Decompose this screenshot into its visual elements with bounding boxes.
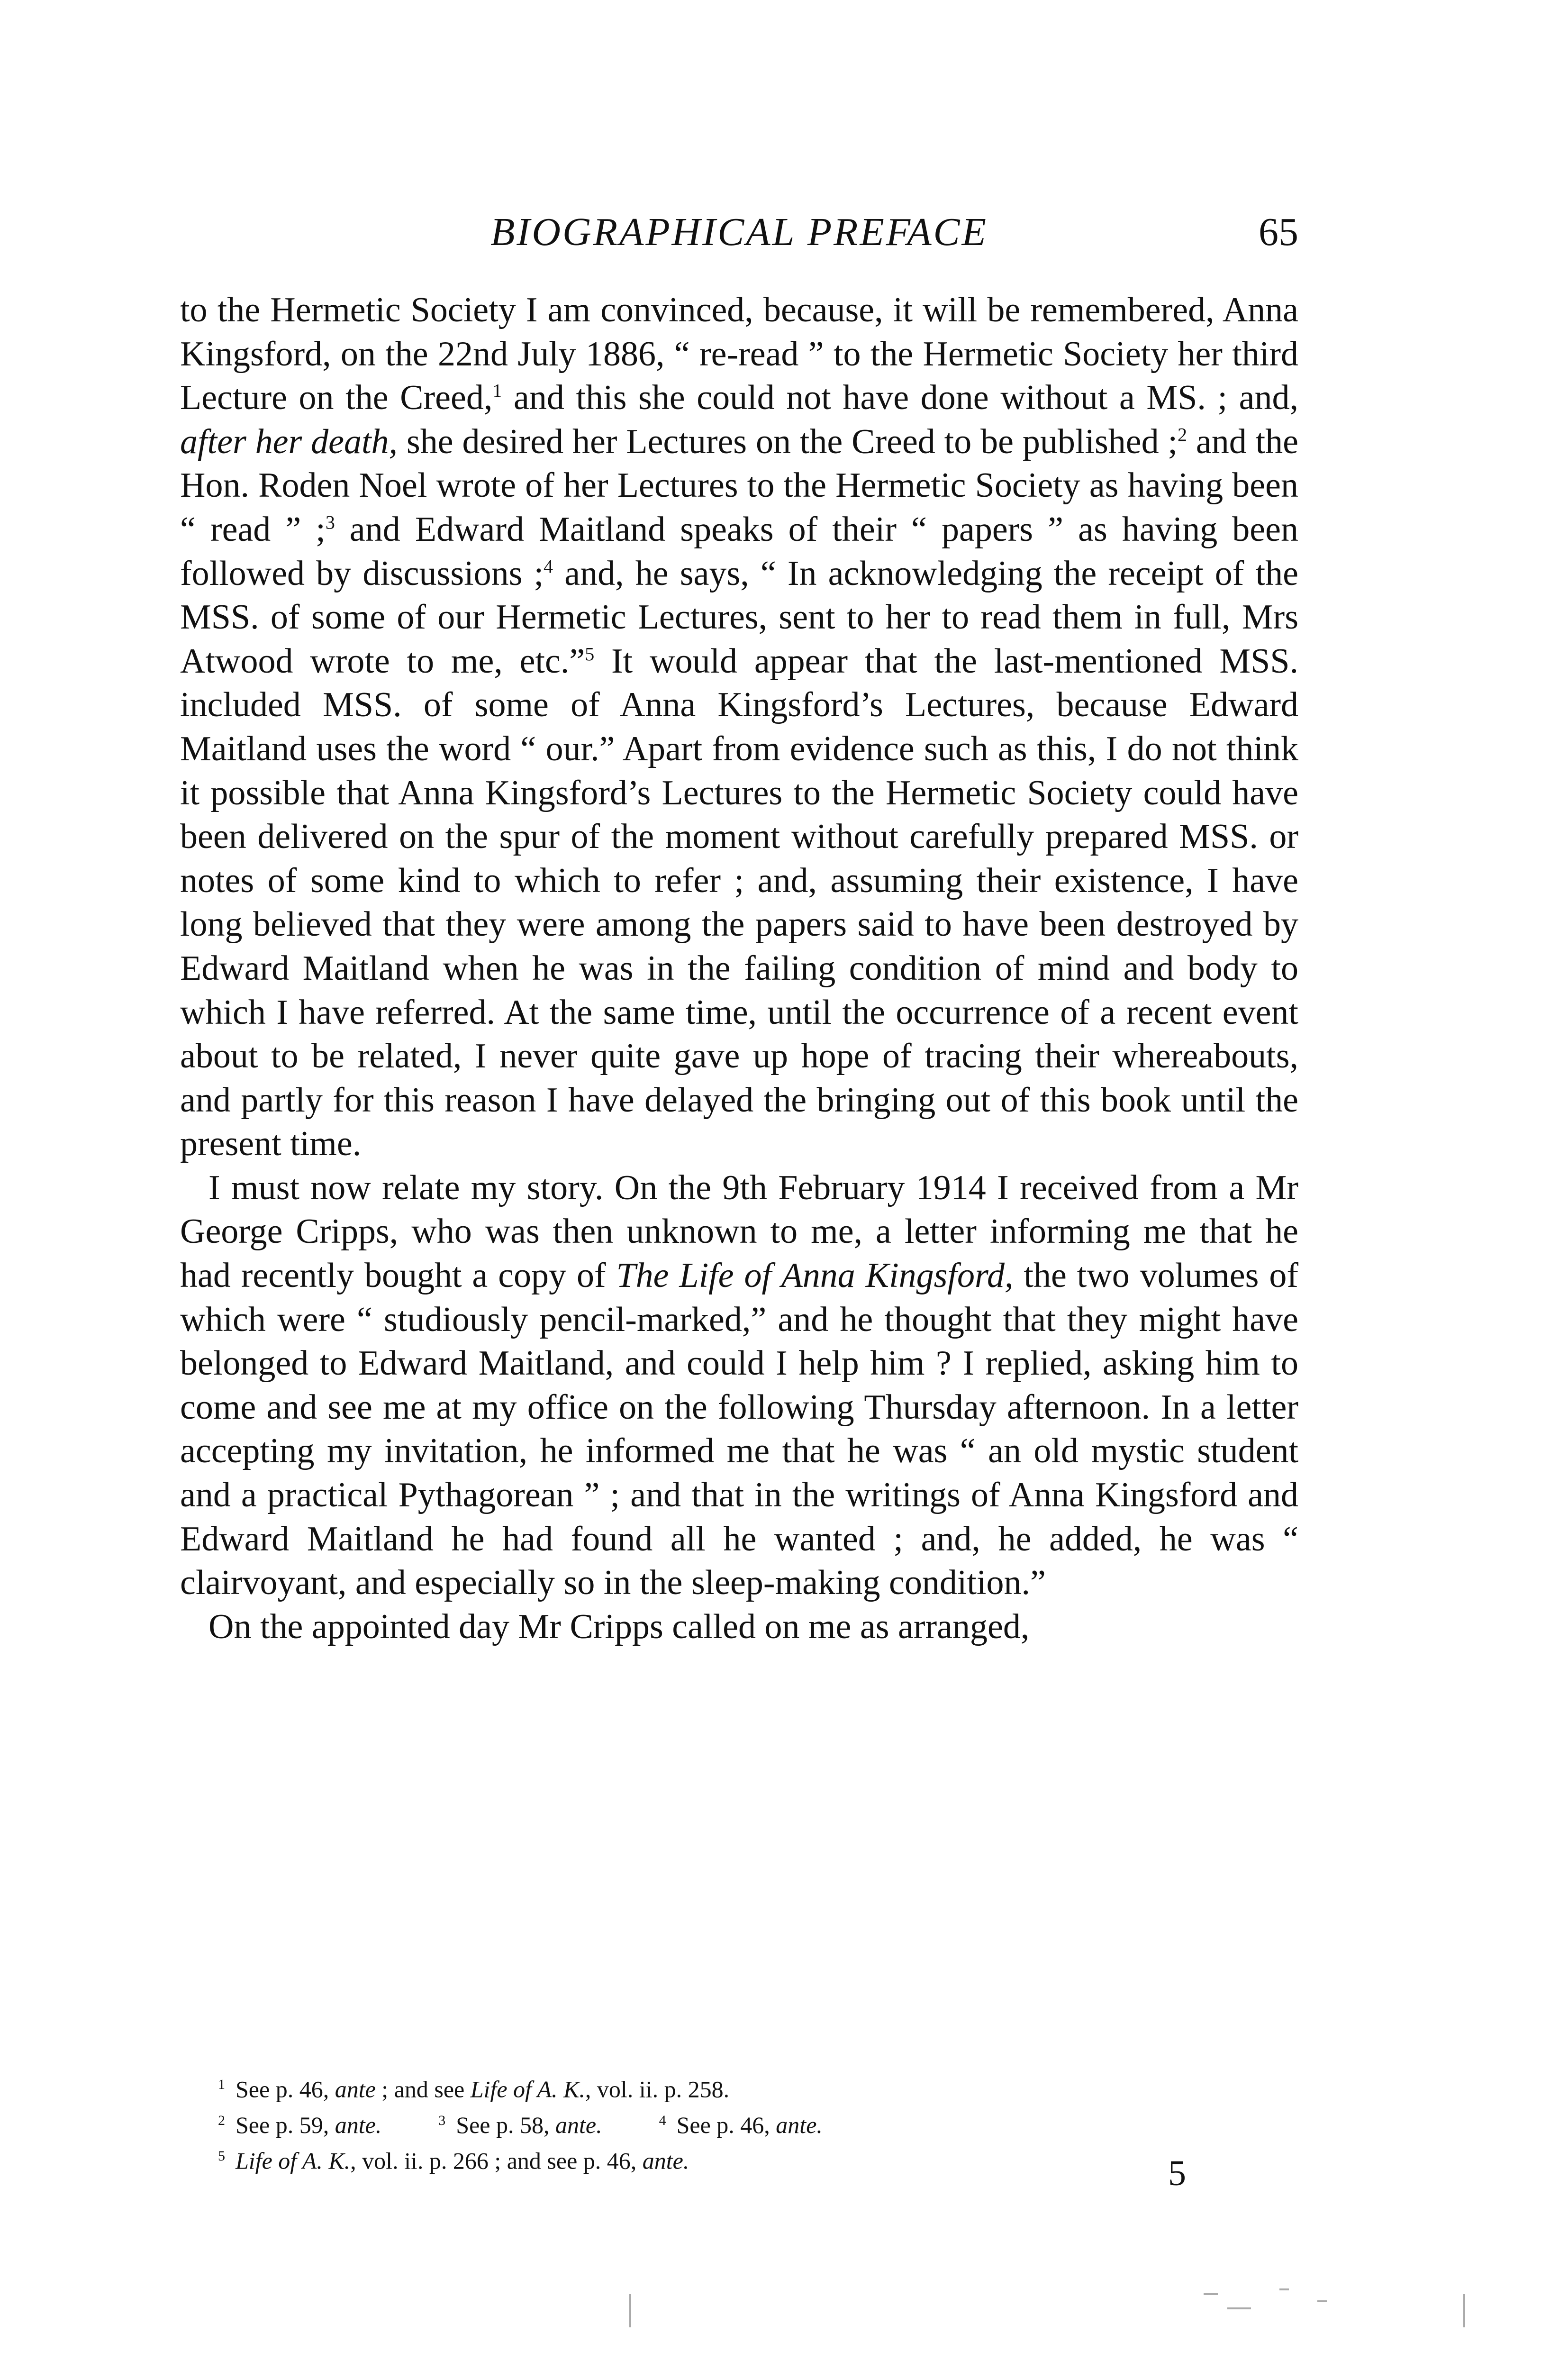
running-title: BIOGRAPHICAL PREFACE [490, 210, 988, 254]
paragraph-2: I must now relate my story. On the 9th February 1914 I received from a Mr George Cripps, who was then unknown to me, a letter informing me that he had recently bought a copy of The Life of Anna Kingsford, the two volumes of which were “ studiously pencil-marked,” and he thought that they might have belonged to Edward Maitland, and could I help him ? I replied, asking him to come and see me at my office on the following Thursday afternoon. In a letter accepting my invitation, he informed me that he was “ an old mystic student and a practical Pythagorean ” ; and that in the writings of Anna Kingsford and Edward Maitland he had found all he wanted ; and, he added, he was “ clairvoyant, and especially so in the sleep-making condition.” [180, 1168, 1299, 1603]
footnote-ref-3: 3 [325, 511, 335, 533]
scan-artifacts [0, 2275, 1568, 2351]
footnote-mark-5: 5 [218, 2148, 225, 2164]
footnote-line-1: $^1$ See p. 46, ante ; and see Life of A. K., vol. ii. p. 258. [218, 2076, 730, 2103]
emphasis-after-her-death: after her death, [180, 422, 398, 461]
footnote-ref-2: 2 [1178, 424, 1187, 446]
page-number: 65 [1259, 210, 1298, 254]
scan-dust-marks [0, 2275, 1568, 2351]
footnote-ref-1: 1 [492, 380, 502, 401]
footnote-ref-5: 5 [585, 643, 595, 665]
running-head [180, 204, 1298, 261]
book-title-italic: The Life of Anna Kingsford, [616, 1256, 1014, 1295]
footnote-ref-4: 4 [544, 555, 553, 577]
paragraph-1: to the Hermetic Society I am convinced, because, it will be remembered, Anna Kingsford, on the 22nd July 1886, “ re-read ” to the Hermetic Society her third Lecture on the Creed,$^1$ and this she could not have done without a MS. ; and, after her death, she desired her Lectures on the Creed to be published ;$^2$ and the Hon. Roden Noel wrote of her Lectures to the Hermetic Society as having been “ read ” ;$^3$ and Edward Maitland speaks of their “ papers ” as having been followed by discussions ;$^4$ and, he says, “ In acknowledging the receipt of the MSS. of some of our Hermetic Lectures, sent to her to read them in full, Mrs Atwood wrote to me, etc.”$^5$ It would appear that the last-mentioned MSS. included MSS. of some of Anna Kingsford’s Lectures, because Edward Maitland uses the word “ our.” Apart from evidence such as this, I do not think it possible that Anna Kingsford’s Lectures to the Hermetic Society could have been delivered on the spur of the moment without carefully prepared MSS. or notes of some kind to which to refer ; and, assuming their existence, I have long believed that they were among the papers said to have been destroyed by Edward Maitland when he was in the failing condition of mind and body to which I have referred. At the same time, until the occurrence of a recent event about to be related, I never quite gave up hope of tracing their whereabouts, and partly for this reason I have delayed the bringing out of this book until the present time. [180, 291, 1299, 1164]
footnote-2: $^2$ See p. 59, ante. [218, 2112, 382, 2139]
signature-mark: 5 [1168, 2153, 1186, 2193]
footnote-line-2 [218, 2105, 1298, 2141]
footnote-line-3: $^5$ Life of A. K., vol. ii. p. 266 ; and see p. 46, ante. [218, 2147, 689, 2174]
body-text [180, 288, 1298, 1649]
footnote-3: $^3$ See p. 58, ante. [438, 2112, 602, 2139]
footnote-mark-1: 1 [218, 2077, 225, 2092]
footnote-4: $^4$ See p. 46, ante. [659, 2112, 823, 2139]
footnotes [218, 2069, 1298, 2177]
paragraph-3: On the appointed day Mr Cripps called on me as arranged, [208, 1607, 1030, 1646]
